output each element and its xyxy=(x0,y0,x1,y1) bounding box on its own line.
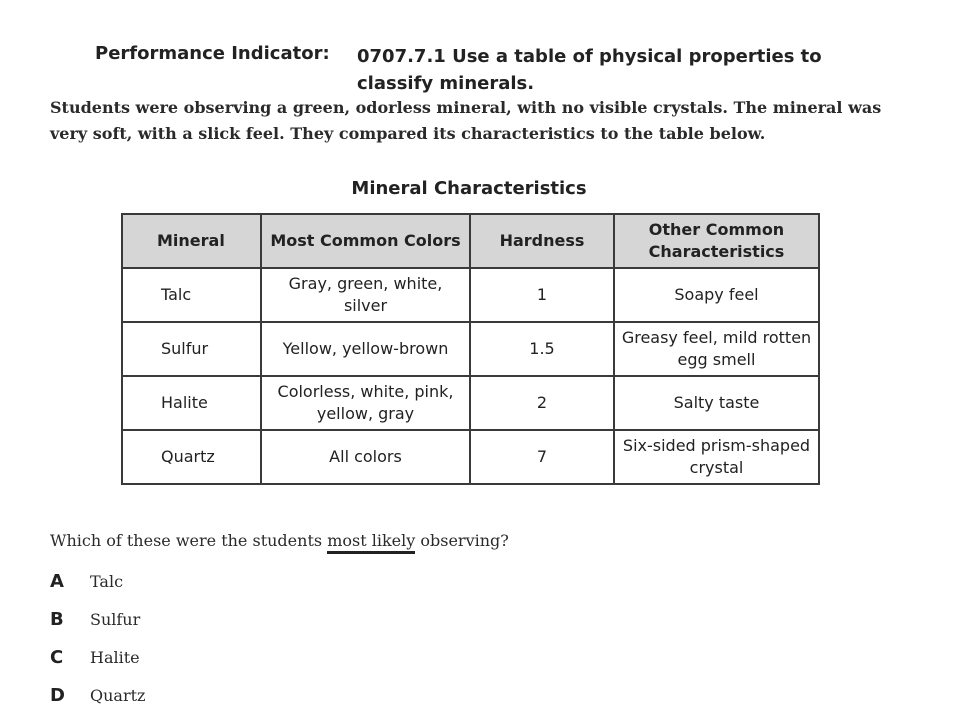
column-header-colors: Most Common Colors xyxy=(261,214,470,268)
column-header-hardness: Hardness xyxy=(470,214,614,268)
question-emphasis: most likely xyxy=(327,531,415,554)
answer-choice-b[interactable] xyxy=(50,606,140,632)
table-cell-mineral: Quartz xyxy=(122,430,261,484)
table-cell-other: Soapy feel xyxy=(614,268,819,322)
table-cell-hardness: 7 xyxy=(470,430,614,484)
table-cell-mineral: Sulfur xyxy=(122,322,261,376)
table-cell-colors: All colors xyxy=(261,430,470,484)
table-cell-hardness: 1.5 xyxy=(470,322,614,376)
table-cell-colors: Colorless, white, pink, yellow, gray xyxy=(261,376,470,430)
choice-text: Talc xyxy=(90,571,124,591)
choice-letter: A xyxy=(50,570,64,592)
answer-choice-c[interactable] xyxy=(50,644,140,670)
table-cell-mineral: Talc xyxy=(122,268,261,322)
choice-text: Sulfur xyxy=(90,609,141,629)
table-header-row xyxy=(122,214,819,268)
table-row xyxy=(122,322,819,376)
choice-letter: D xyxy=(50,684,65,706)
question-stem: Students were observing a green, odorless mineral, with no visible crystals. The mineral was very soft, with a slick feel. They compared its characteristics to the table below. xyxy=(50,98,882,143)
answer-choice-d[interactable] xyxy=(50,682,145,708)
table-cell-other: Six-sided prism-shaped crystal xyxy=(614,430,819,484)
table-title: Mineral Characteristics xyxy=(351,178,587,199)
table-cell-colors: Yellow, yellow-brown xyxy=(261,322,470,376)
question-text-before: Which of these were the students xyxy=(50,531,323,550)
table-cell-colors: Gray, green, white, silver xyxy=(261,268,470,322)
answer-choice-a[interactable] xyxy=(50,568,123,594)
performance-indicator-text: 0707.7.1 Use a table of physical properties to classify minerals. xyxy=(357,46,822,94)
mineral-characteristics-table xyxy=(121,213,820,485)
question-prompt xyxy=(50,531,509,554)
choice-text: Halite xyxy=(90,647,140,667)
question-text-after: observing? xyxy=(420,531,509,550)
performance-indicator-label: Performance Indicator: xyxy=(95,43,330,64)
table-cell-other: Salty taste xyxy=(614,376,819,430)
table-row xyxy=(122,430,819,484)
column-header-other-characteristics: Other Common Characteristics xyxy=(614,214,819,268)
table-cell-hardness: 1 xyxy=(470,268,614,322)
table-cell-other: Greasy feel, mild rotten egg smell xyxy=(614,322,819,376)
table-cell-mineral: Halite xyxy=(122,376,261,430)
table-row xyxy=(122,268,819,322)
choice-text: Quartz xyxy=(90,685,146,705)
table-row xyxy=(122,376,819,430)
choice-letter: C xyxy=(50,646,64,668)
column-header-mineral: Mineral xyxy=(122,214,261,268)
choice-letter: B xyxy=(50,608,64,630)
table-cell-hardness: 2 xyxy=(470,376,614,430)
